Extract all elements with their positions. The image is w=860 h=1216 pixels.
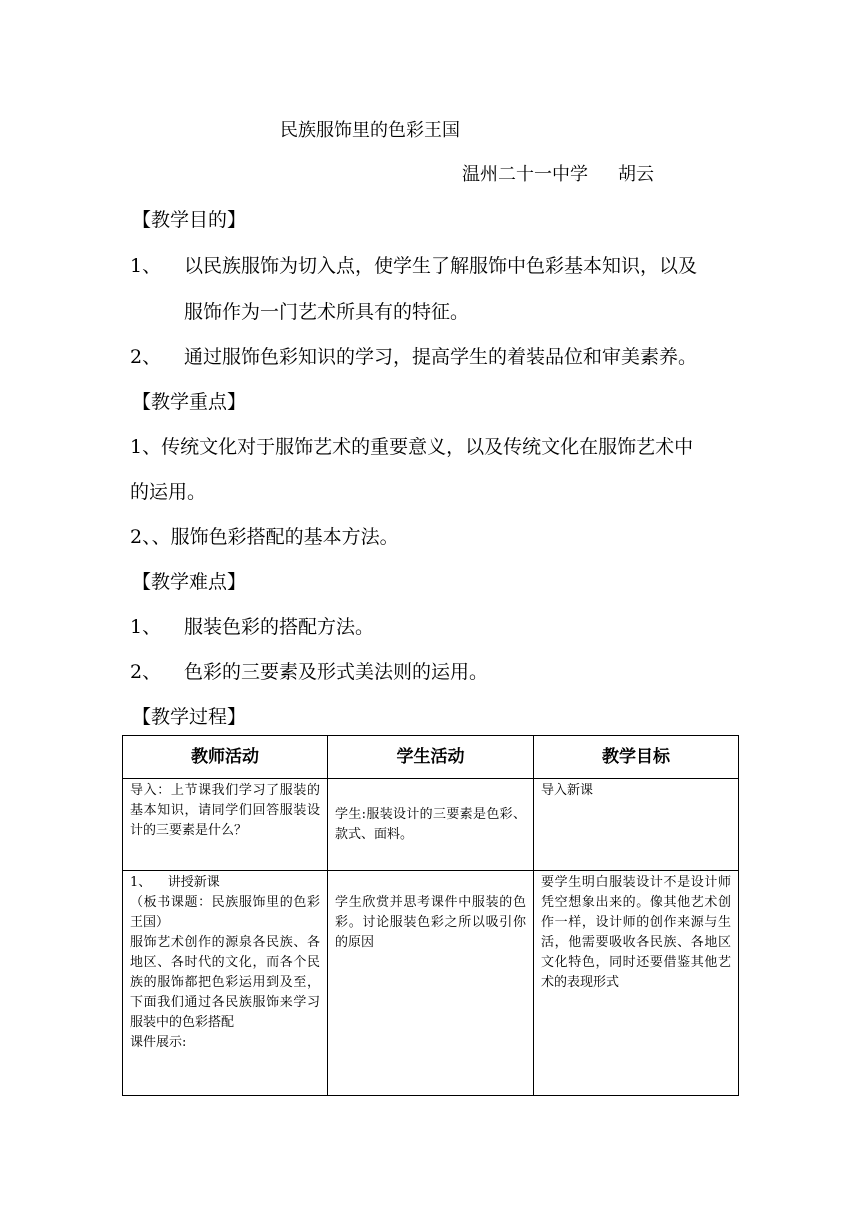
purpose-item-1 [130, 251, 697, 278]
purpose-item-1-continued: 服饰作为一门艺术所具有的特征。 [184, 301, 470, 323]
cell-text: 课件展示: [130, 1035, 187, 1050]
purpose-item-2 [130, 342, 697, 369]
lesson-plan-table [122, 735, 739, 1096]
purpose-heading: 【教学目的】 [132, 209, 247, 231]
document-title: 民族服饰里的色彩王国 [280, 120, 460, 141]
student-activity-cell [328, 871, 534, 1096]
header-student-activity: 学生活动 [328, 736, 534, 779]
table-row [123, 779, 739, 871]
teaching-goal-cell: 要学生明白服装设计不是设计师凭空想象出来的。像其他艺术创作一样，设计师的创作来源与生活，他需要吸收各民族、各地区文化特色，同时还要借鉴其他艺术的表现形式 [534, 871, 739, 1096]
list-text: 通过服饰色彩知识的学习，提高学生的着装品位和审美素养。 [184, 346, 698, 368]
cell-text: （板书课题：民族服饰里的色彩王国） [130, 895, 320, 930]
key-points-heading: 【教学重点】 [132, 391, 247, 413]
list-number: 1、 [130, 616, 162, 638]
cell-text: 服饰艺术创作的源泉各民族、各地区、各时代的文化，而各个民族的服饰都把色彩运用到及至，下面我们通过各民族服饰来学习服装中的色彩搭配 [130, 935, 320, 1030]
teaching-goal-cell: 导入新课 [534, 779, 739, 871]
school-name: 温州二十一中学 [462, 164, 588, 185]
header-teacher-activity: 教师活动 [123, 736, 328, 779]
list-number: 1、 [130, 255, 162, 277]
cell-heading: 1、 讲授新课 [130, 875, 220, 890]
student-activity-cell: 学生:服装设计的三要素是色彩、款式、面料。 [328, 779, 534, 871]
table-header-row [123, 736, 739, 779]
list-text: 以民族服饰为切入点，使学生了解服饰中色彩基本知识，以及 [184, 255, 698, 277]
key-point-1: 1、传统文化对于服饰艺术的重要意义，以及传统文化在服饰艺术中 [130, 436, 694, 458]
list-text: 色彩的三要素及形式美法则的运用。 [184, 661, 489, 683]
teacher-activity-cell [123, 871, 328, 1096]
difficulty-item-2 [130, 657, 488, 684]
process-heading: 【教学过程】 [132, 706, 247, 728]
author-line [462, 160, 654, 186]
key-point-2: 2、、服饰色彩搭配的基本方法。 [130, 526, 399, 548]
teacher-activity-cell: 导入：上节课我们学习了服装的基本知识，请同学们回答服装设计的三要素是什么？ [123, 779, 328, 871]
list-number: 2、 [130, 346, 162, 368]
difficulties-heading: 【教学难点】 [132, 571, 247, 593]
list-text: 服装色彩的搭配方法。 [184, 616, 375, 638]
cell-text: 学生欣赏并思考课件中服装的色彩。讨论服装色彩之所以吸引你的原因 [335, 895, 526, 950]
list-number: 2、 [130, 661, 162, 683]
difficulty-item-1 [130, 612, 374, 639]
table-row [123, 871, 739, 1096]
header-teaching-goal: 教学目标 [534, 736, 739, 779]
author-name: 胡云 [618, 164, 654, 185]
key-point-1-continued: 的运用。 [130, 481, 207, 503]
